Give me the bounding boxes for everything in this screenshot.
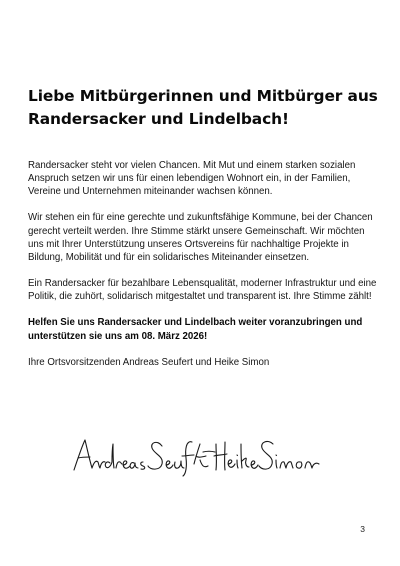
- signature-andreas-seufert: [74, 440, 215, 476]
- paragraph-vision: Ein Randersacker für bezahlbare Lebensqualität, moderner Infrastruktur und eine Politik, die zuhört, solidarisch mitgestaltet und transparent ist. Ihre Stimme zählt!: [28, 278, 377, 303]
- signature-heike-simon: [214, 441, 319, 470]
- paragraph-closing: Ihre Ortsvorsitzenden Andreas Seufert und Heike Simon: [28, 356, 270, 368]
- page-heading: Liebe Mitbürgerinnen und Mitbürger aus Randersacker und Lindelbach!: [28, 87, 378, 128]
- signatures: [70, 436, 330, 478]
- letter-body: [28, 159, 378, 382]
- paragraph-intro: Randersacker steht vor vielen Chancen. Mit Mut und einem starken sozialen Anspruch setzen wir uns für einen lebendigen Wohnort ein, in der Familien, Vereine und Unternehmen miteinander wachsen können.: [28, 160, 356, 198]
- paragraph-call-to-action: Helfen Sie uns Randersacker und Lindelbach weiter voranzubringen und unterstützen sie uns am 08. März 2026!: [28, 317, 363, 342]
- page-number: 3: [360, 524, 365, 534]
- signature-images: [70, 436, 330, 478]
- paragraph-community: Wir stehen ein für eine gerechte und zukunftsfähige Kommune, bei der Chancen gerecht verteilt werden. Ihre Stimme stärkt unsere Gemeinschaft. Wir möchten uns mit Ihrer Unterstützung unseres Ortsvereins für nachhaltige Projekte in Bildung, Mobilität und für ein solidarisches Miteinander einsetzen.: [28, 212, 373, 263]
